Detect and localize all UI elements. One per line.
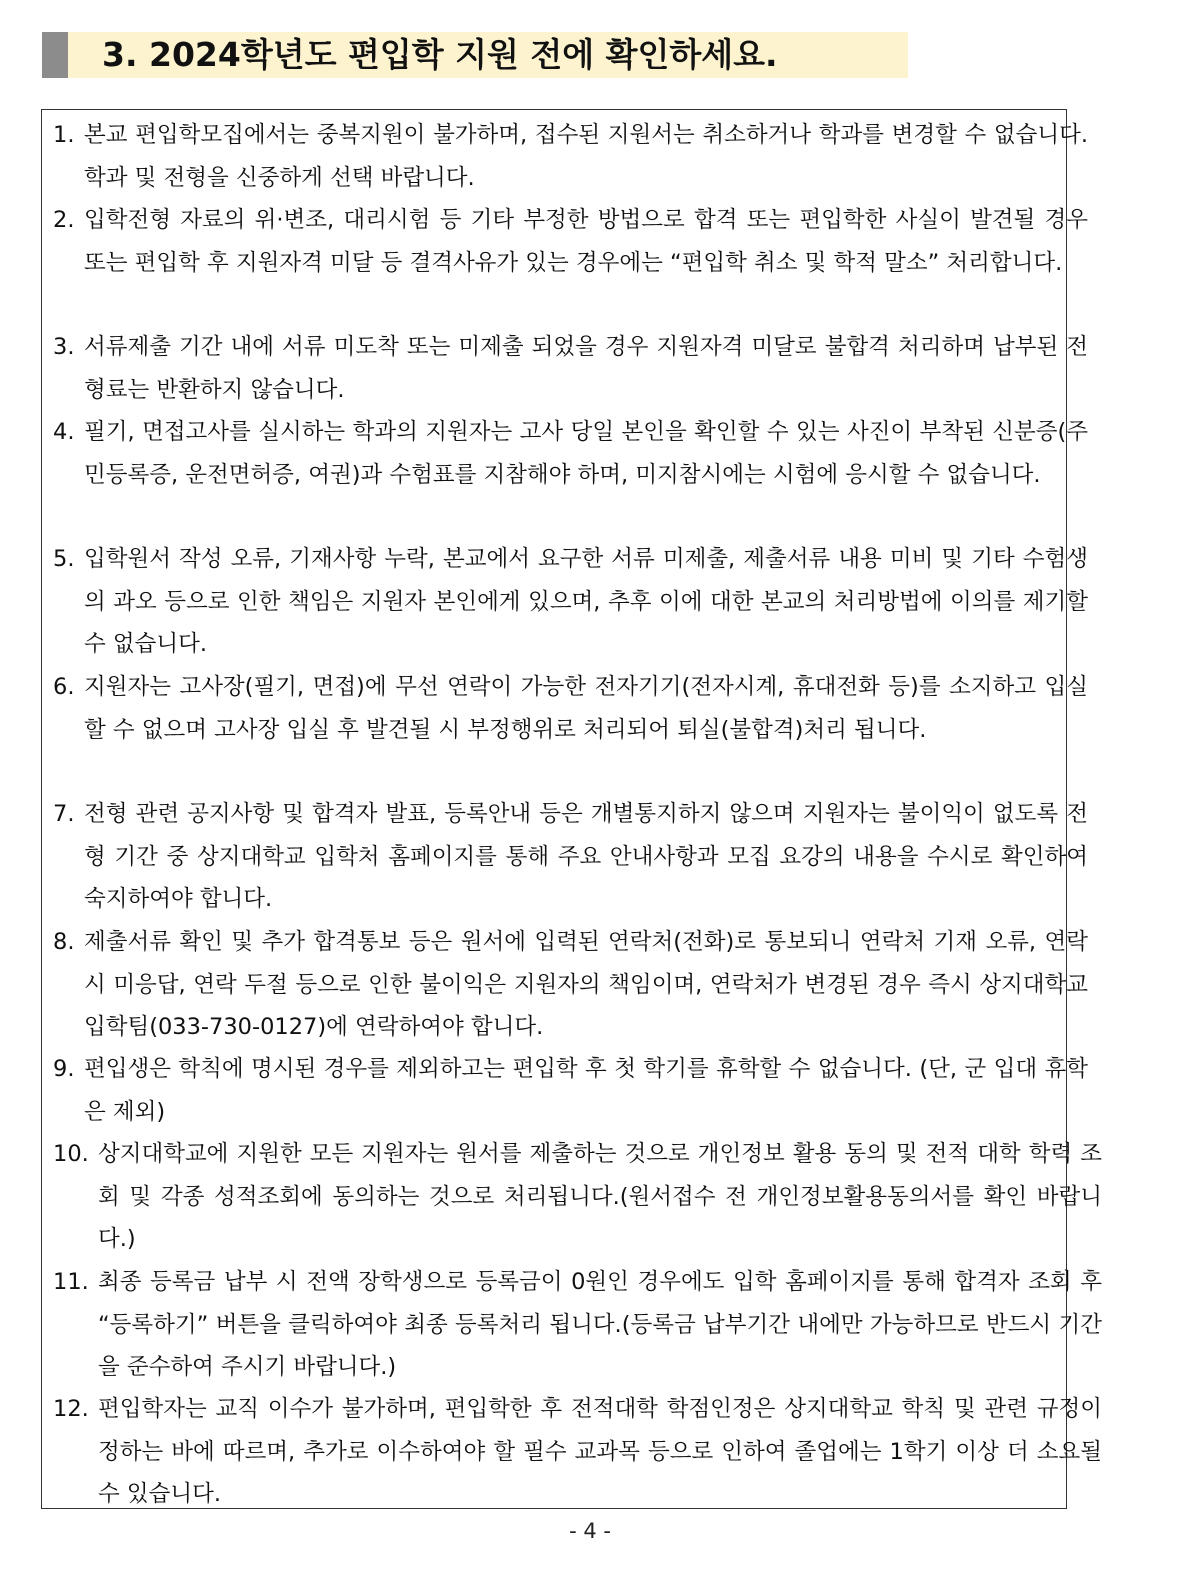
- notice-item-4: [53, 411, 1088, 496]
- notice-text: 편입학자는 교직 이수가 불가하며, 편입학한 후 전적대학 학점인정은 상지대학교 학칙 및 관련 규정이 정하는 바에 따르며, 추가로 이수하여야 할 필수 교과목 등으로 인하여 졸업에는 1학기 이상 더 소요될 수 있습니다.: [98, 1396, 1102, 1507]
- notice-item-12: [53, 1388, 1102, 1516]
- notice-text: 지원자는 고사장(필기, 면접)에 무선 연락이 가능한 전자기기(전자시계, 휴대전화 등)를 소지하고 입실할 수 없으며 고사장 입실 후 발견될 시 부정행위로 처리되어 퇴실(불합격)처리 됩니다.: [84, 674, 1088, 743]
- notice-item-11: [53, 1261, 1102, 1389]
- notice-text: 편입생은 학칙에 명시된 경우를 제외하고는 편입학 후 첫 학기를 휴학할 수 없습니다. (단, 군 입대 휴학은 제외): [84, 1056, 1088, 1125]
- notice-item-10: [53, 1133, 1102, 1261]
- notice-item-3: [53, 326, 1088, 411]
- notice-text: 입학원서 작성 오류, 기재사항 누락, 본교에서 요구한 서류 미제출, 제출서류 내용 미비 및 기타 수험생의 과오 등으로 인한 책임은 지원자 본인에게 있으며, 추후 이에 대한 본교의 처리방법에 이의를 제기할 수 없습니다.: [84, 546, 1088, 657]
- notice-number: 2.: [53, 207, 75, 233]
- notice-number: 5.: [53, 546, 75, 572]
- notice-text: 필기, 면접고사를 실시하는 학과의 지원자는 고사 당일 본인을 확인할 수 있는 사진이 부착된 신분증(주민등록증, 운전면허증, 여권)과 수험표를 지참해야 하며, 미지참시에는 시험에 응시할 수 없습니다.: [84, 419, 1088, 488]
- notice-item-6: [53, 666, 1088, 751]
- title-marker: [42, 32, 68, 78]
- notice-number: 6.: [53, 674, 75, 700]
- notice-text: 상지대학교에 지원한 모든 지원자는 원서를 제출하는 것으로 개인정보 활용 동의 및 전적 대학 학력 조회 및 각종 성적조회에 동의하는 것으로 처리됩니다.(원서접수 전 개인정보활용동의서를 확인 바랍니다.): [98, 1141, 1102, 1252]
- notice-text: 서류제출 기간 내에 서류 미도착 또는 미제출 되었을 경우 지원자격 미달로 불합격 처리하며 납부된 전형료는 반환하지 않습니다.: [84, 334, 1088, 403]
- section-title-bar: [42, 32, 908, 78]
- notice-item-9: [53, 1048, 1088, 1133]
- notice-number: 1.: [53, 122, 75, 148]
- notice-text: 입학전형 자료의 위·변조, 대리시험 등 기타 부정한 방법으로 합격 또는 편입학한 사실이 발견될 경우 또는 편입학 후 지원자격 미달 등 결격사유가 있는 경우에는 “편입학 취소 및 학적 말소” 처리합니다.: [84, 207, 1088, 276]
- notice-number: 9.: [53, 1056, 75, 1082]
- notice-number: 7.: [53, 801, 75, 827]
- notice-number: 8.: [53, 929, 75, 955]
- notice-text: 전형 관련 공지사항 및 합격자 발표, 등록안내 등은 개별통지하지 않으며 지원자는 불이익이 없도록 전형 기간 중 상지대학교 입학처 홈페이지를 통해 주요 안내사항과 모집 요강의 내용을 수시로 확인하여 숙지하여야 합니다.: [84, 801, 1088, 912]
- notice-number: 3.: [53, 334, 75, 360]
- page-number: - 4 -: [569, 1519, 611, 1543]
- notice-item-7: [53, 793, 1088, 921]
- notice-number: 4.: [53, 419, 75, 445]
- notice-item-5: [53, 538, 1088, 666]
- notice-text: 본교 편입학모집에서는 중복지원이 불가하며, 접수된 지원서는 취소하거나 학과를 변경할 수 없습니다. 학과 및 전형을 신중하게 선택 바랍니다.: [84, 122, 1088, 191]
- notice-item-8: [53, 921, 1088, 1049]
- notice-text: 제출서류 확인 및 추가 합격통보 등은 원서에 입력된 연락처(전화)로 통보되니 연락처 기재 오류, 연락 시 미응답, 연락 두절 등으로 인한 불이익은 지원자의 책임이며, 연락처가 변경된 경우 즉시 상지대학교 입학팀(033-730-0127)에 연락하여야 합니다.: [84, 929, 1088, 1040]
- notice-box: [41, 109, 1102, 1509]
- notice-number: 11.: [53, 1269, 89, 1295]
- section-title: 3. 2024학년도 편입학 지원 전에 확인하세요.: [102, 35, 778, 74]
- notice-number: 10.: [53, 1141, 89, 1167]
- notice-item-2: [53, 199, 1088, 284]
- notice-item-1: [53, 114, 1088, 199]
- notice-number: 12.: [53, 1396, 89, 1422]
- notice-text: 최종 등록금 납부 시 전액 장학생으로 등록금이 0원인 경우에도 입학 홈페이지를 통해 합격자 조회 후 “등록하기” 버튼을 클릭하여야 최종 등록처리 됩니다.(등록금 납부기간 내에만 가능하므로 반드시 기간을 준수하여 주시기 바랍니다.): [98, 1269, 1102, 1380]
